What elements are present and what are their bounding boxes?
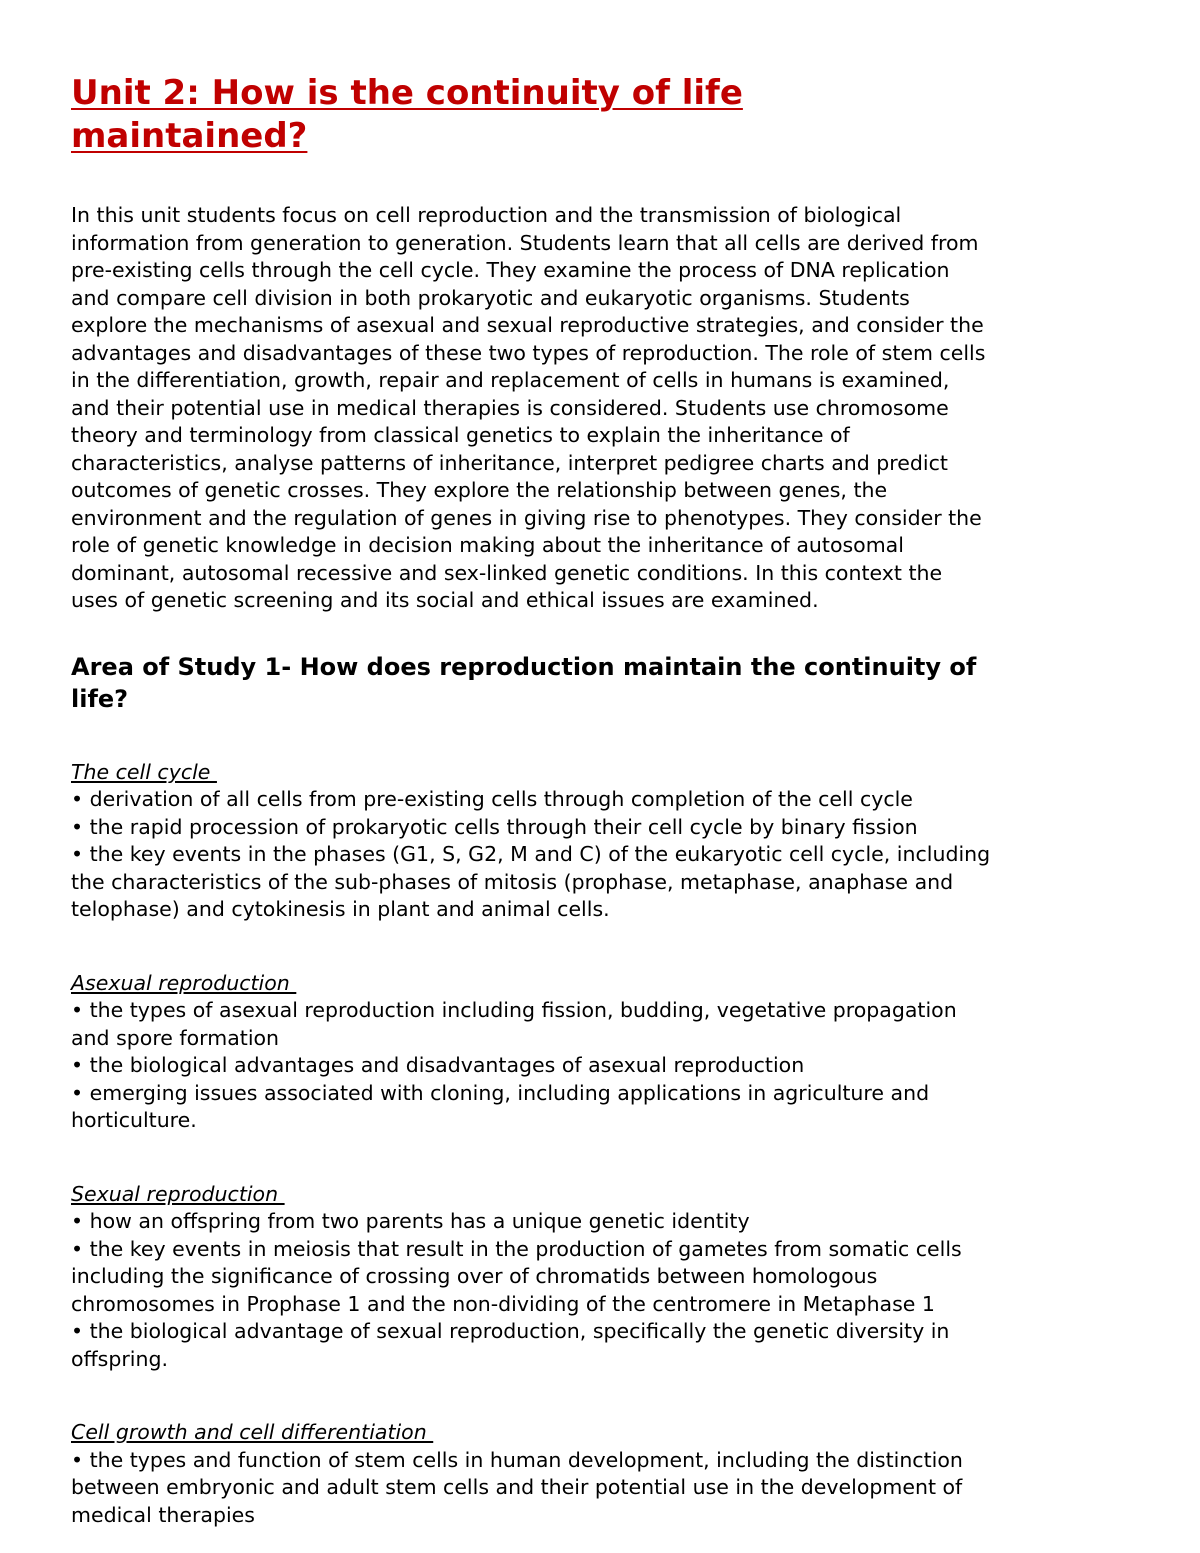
section-cell-cycle bbox=[71, 759, 1133, 924]
list-item: • the biological advantage of sexual reproduction, specifically the genetic diversity in offspring. bbox=[71, 1319, 950, 1371]
section-cell-growth-differentiation bbox=[71, 1419, 1133, 1529]
list-item: • the rapid procession of prokaryotic cells through their cell cycle by binary fission bbox=[71, 814, 918, 839]
list-item: • the key events in meiosis that result in the production of gametes from somatic cells including the significance of crossing over of chromatids between homologous chromosomes in Prophase 1 and the non-dividing of the centromere in Metaphase 1 bbox=[71, 1236, 962, 1316]
list-item: • how an offspring from two parents has a unique genetic identity bbox=[71, 1209, 750, 1233]
section-title: Sexual reproduction bbox=[71, 1181, 285, 1206]
section-sexual-reproduction bbox=[71, 1181, 1133, 1374]
area-of-study-heading: Area of Study 1- How does reproduction maintain the continuity of life? bbox=[71, 652, 977, 713]
bullet-list bbox=[71, 786, 1133, 924]
page-title: Unit 2: How is the continuity of life maintained? bbox=[71, 73, 743, 156]
list-item: • the biological advantages and disadvantages of asexual reproduction bbox=[71, 1053, 805, 1077]
list-item: • the types and function of stem cells in human development, including the distinction between embryonic and adult stem cells and their potential use in the development of medical therapies bbox=[71, 1447, 963, 1527]
section-title: The cell cycle bbox=[71, 759, 217, 784]
list-item: • derivation of all cells from pre-existing cells through completion of the cell cycle bbox=[71, 787, 913, 811]
section-asexual-reproduction bbox=[71, 970, 1133, 1135]
bullet-list bbox=[71, 1208, 1133, 1373]
section-title: Asexual reproduction bbox=[71, 970, 297, 995]
bullet-list bbox=[71, 997, 1133, 1135]
document-page bbox=[71, 72, 1133, 1529]
list-item: • the types of asexual reproduction including fission, budding, vegetative propagation and spore formation bbox=[71, 998, 957, 1050]
list-item: • emerging issues associated with cloning, including applications in agriculture and horticulture. bbox=[71, 1080, 930, 1132]
unit-intro-paragraph: In this unit students focus on cell reproduction and the transmission of biological information from generation to generation. Students learn that all cells are derived from pre-existing cells through the cell cycle. They examine the process of DNA replication and compare cell division in both prokaryotic and eukaryotic organisms. Students explore the mechanisms of asexual and sexual reproductive strategies, and consider the advantages and disadvantages of these two types of reproduction. The role of stem cells in the differentiation, growth, repair and replacement of cells in humans is examined, and their potential use in medical therapies is considered. Students use chromosome theory and terminology from classical genetics to explain the inheritance of characteristics, analyse patterns of inheritance, interpret pedigree charts and predict outcomes of genetic crosses. They explore the relationship between genes, the environment and the regulation of genes in giving rise to phenotypes. They consider the role of genetic knowledge in decision making about the inheritance of autosomal dominant, autosomal recessive and sex-linked genetic conditions. In this context the uses of genetic screening and its social and ethical issues are examined. bbox=[71, 203, 986, 612]
list-item: • the key events in the phases (G1, S, G2, M and C) of the eukaryotic cell cycle, including the characteristics of the sub-phases of mitosis (prophase, metaphase, anaphase and telophase) and cytokinesis in plant and animal cells. bbox=[71, 842, 991, 921]
section-title: Cell growth and cell differentiation bbox=[71, 1420, 434, 1444]
bullet-list bbox=[71, 1447, 1133, 1530]
